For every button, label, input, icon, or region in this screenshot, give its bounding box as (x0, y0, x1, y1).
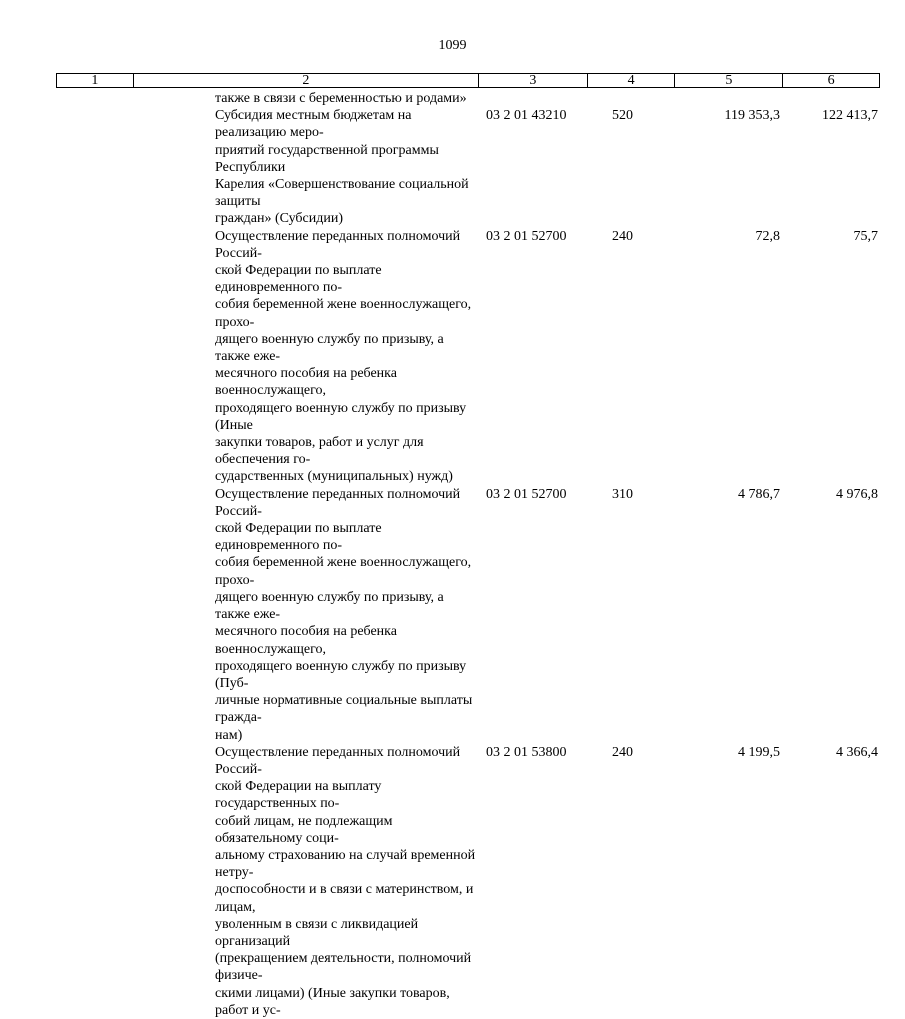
empty-cell (56, 744, 133, 1019)
column-header-4: 4 (588, 74, 676, 87)
column-header-5: 5 (675, 74, 783, 87)
row-code: 03 2 01 43210 (486, 108, 567, 124)
empty-cell (56, 107, 133, 227)
row-value-6: 75,7 (853, 228, 878, 244)
row-code: 03 2 01 52700 (486, 486, 567, 502)
continuation-text: также в связи с беременностью и родами» (215, 91, 467, 106)
empty-cell (56, 90, 133, 107)
row-code: 03 2 01 52700 (486, 228, 567, 244)
empty-cell (56, 228, 133, 486)
row-type: 520 (612, 108, 633, 124)
row-value-6: 4 366,4 (836, 744, 878, 760)
row-type: 240 (612, 744, 633, 760)
row-description: Осуществление переданных полномочий Россий- ской Федерации по выплате единовременного по- собия беременной жене военнослужащего, прохо- дящего военную службу по призыву, а также еже- месячного пособия на ребенка военнослужащего, проходящего военную службу по призыву (Иные закупки товаров, работ и услуг для обеспечения го- сударственных (муниципальных) нужд) (215, 228, 472, 485)
row-description: Осуществление переданных полномочий Россий- ской Федерации на выплату государственных по- собий лицам, не подлежащим обязательному соци- альному страхованию на случай временной нетру- доспособности и в связи с материнством, и лицам, уволенным в связи с ликвидацией организаций (прекращением деятельности, полномочий физиче- скими лицами) (Иные закупки товаров, работ и ус- (215, 744, 476, 1018)
row-description: Субсидия местным бюджетам на реализацию меро- приятий государственной программы Республики Карелия «Совершенствование социальной защиты граждан» (Субсидии) (215, 108, 469, 227)
column-header-2: 2 (134, 74, 479, 87)
row-type: 240 (612, 228, 633, 244)
row-value-6: 122 413,7 (822, 108, 878, 124)
row-value-5: 4 786,7 (738, 486, 780, 502)
row-value-5: 4 199,5 (738, 744, 780, 760)
table-body (56, 90, 880, 1019)
table-header-row (56, 73, 880, 88)
row-code: 03 2 01 53800 (486, 744, 567, 760)
row-value-5: 119 353,3 (724, 108, 780, 124)
continuation-row (56, 90, 880, 107)
row-type: 310 (612, 486, 633, 502)
column-header-3: 3 (479, 74, 588, 87)
row-description: Осуществление переданных полномочий Россий- ской Федерации по выплате единовременного по- собия беременной жене военнослужащего, прохо- дящего военную службу по призыву, а также еже- месячного пособия на ребенка военнослужащего, проходящего военную службу по призыву (Пуб- личные нормативные социальные выплаты гражда- нам) (215, 486, 473, 743)
table-row (56, 228, 880, 486)
table-row (56, 486, 880, 744)
row-value-6: 4 976,8 (836, 486, 878, 502)
table-row (56, 744, 880, 1019)
column-header-6: 6 (827, 73, 835, 88)
column-header-1: 1 (57, 74, 134, 87)
row-value-5: 72,8 (755, 228, 780, 244)
table-row (56, 107, 880, 227)
empty-cell (56, 486, 133, 744)
page-number: 1099 (438, 38, 467, 53)
